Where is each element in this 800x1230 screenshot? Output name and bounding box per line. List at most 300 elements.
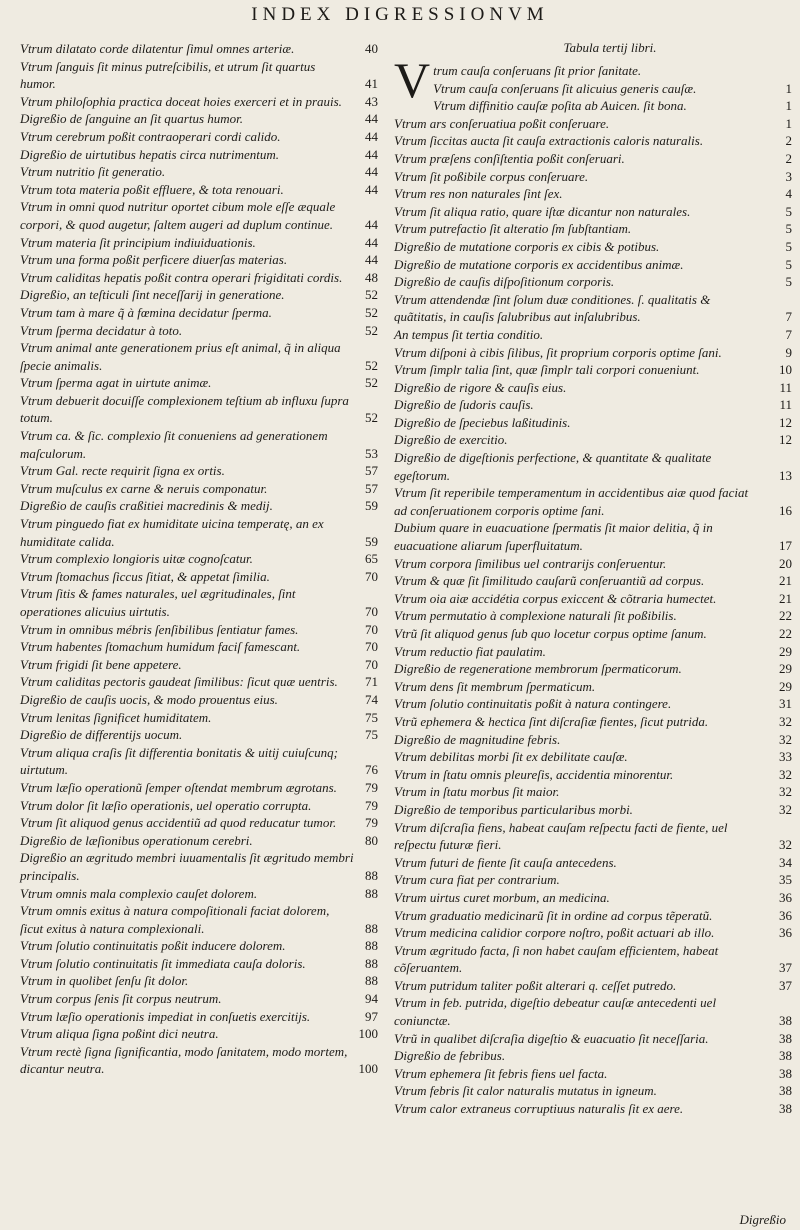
page-number: 70 [365, 621, 378, 637]
page-number: 88 [365, 867, 378, 883]
index-entry [394, 924, 792, 942]
index-entry [394, 519, 792, 554]
page-number: 57 [365, 463, 378, 479]
entry-text: Vtrum complexio longioris uitæ cognoſcatur. [20, 551, 253, 567]
index-entry [394, 942, 792, 977]
index-entry [394, 607, 792, 625]
page-number: 97 [365, 1008, 378, 1024]
index-entry [394, 871, 792, 889]
page-number: 38 [779, 1030, 792, 1046]
index-entry [394, 396, 792, 414]
index-entry [20, 832, 380, 850]
page-number: 32 [779, 837, 792, 853]
index-entry [20, 621, 380, 639]
index-entry [20, 885, 380, 903]
entry-text: Digreßio de febribus. [394, 1048, 506, 1064]
page-number: 22 [779, 608, 792, 624]
page-number: 5 [785, 274, 792, 290]
page-number: 11 [779, 397, 792, 413]
entry-text: Digreßio de cauſis uocis, & modo prouentus eius. [20, 691, 278, 707]
entry-text: Vtrum læſio operationis impediat in conſuetis exercitijs. [20, 1008, 311, 1024]
entry-text: Vtrum futuri de fiente ſit cauſa antecedens. [394, 854, 617, 870]
page-number: 36 [779, 925, 792, 941]
page-number: 70 [365, 604, 378, 619]
page-number: 7 [785, 326, 792, 342]
index-entry [394, 572, 792, 590]
index-entry [20, 709, 380, 727]
entry-text: Digreßio de læſionibus operationum cerebri. [20, 832, 253, 848]
entry-text: Vtrum febris ſit calor naturalis mutatus in igneum. [394, 1083, 657, 1099]
entry-text: Vtrum dilatato corde dilatentur ſimul omnes arteriæ. [20, 41, 295, 56]
entry-text: Vtrum in ſtatu omnis pleureſis, accidentia minorentur. [394, 766, 674, 782]
index-entry [394, 1082, 792, 1100]
entry-text: Vtrum putrefactio ſit alteratio ſm ſubſtantiam. [394, 221, 632, 237]
entry-text: trum cauſa conſeruans ſit prior ſanitate. [433, 63, 642, 78]
page-number: 70 [365, 568, 378, 584]
page-number: 40 [365, 41, 378, 56]
index-entry [394, 115, 792, 133]
entry-text: Vtrum oia aiæ accidétia corpus exiccent & cõtraria humectet. [394, 590, 717, 606]
entry-text: Vtrum debuerit docuiſſe complexionem teſtium ab influxu ſupra totum. [20, 392, 349, 426]
entry-text: Vtrum ſolutio continuitatis ſit immediata cauſa doloris. [20, 955, 306, 971]
index-entry [394, 1065, 792, 1083]
page-number: 17 [779, 538, 792, 554]
entry-text: Digreßio de regeneratione membrorum ſpermaticorum. [394, 661, 682, 677]
entry-text: Vtrum ſitis & fames naturales, uel ægritudinales, ſint operationes alicuius uirtutis. [20, 586, 296, 619]
entry-text: Vtrum putridum taliter poßit alterari q. ceſſet putredo. [394, 977, 677, 993]
entry-text: Vtrum ſiccitas aucta ſit cauſa extractionis caloris naturalis. [394, 133, 704, 149]
page-number: 5 [785, 238, 792, 254]
page-number: 75 [365, 727, 378, 743]
page-number: 37 [779, 977, 792, 993]
index-entry [20, 656, 380, 674]
index-entry [20, 58, 380, 93]
page-number: 32 [779, 766, 792, 782]
index-entry [20, 392, 380, 427]
index-entry [20, 251, 380, 269]
page-header: INDEX DIGRESSIONVM [251, 4, 549, 25]
index-entry [20, 181, 380, 199]
page-number: 12 [779, 414, 792, 430]
page-number: 57 [365, 480, 378, 496]
entry-text: Vtrum Gal. recte requirit ſigna ex ortis. [20, 463, 225, 479]
index-entry [20, 110, 380, 128]
index-entry [20, 990, 380, 1008]
entry-text: Vtrum ſolutio continuitatis poßit inducere dolorem. [20, 938, 286, 954]
index-entry [394, 185, 792, 203]
page-number: 29 [779, 643, 792, 659]
index-entry [20, 744, 380, 779]
page-number: 44 [365, 111, 378, 127]
index-entry [394, 326, 792, 344]
page-number: 20 [779, 555, 792, 571]
entry-text: Vtrum in ſtatu morbus ſit maior. [394, 784, 560, 800]
index-entry [20, 339, 380, 374]
index-entry [394, 291, 792, 326]
index-entry [394, 994, 792, 1029]
page-number: 71 [365, 674, 378, 690]
index-entry [394, 731, 792, 749]
index-entry [20, 234, 380, 252]
entry-text: Vtrum ſperma decidatur à toto. [20, 322, 183, 338]
entry-text: Vtrum aliqua ſigna poßint dici neutra. [20, 1026, 219, 1042]
page-number: 43 [365, 93, 378, 109]
entry-text: Vtrum in omni quod nutritur oportet cibum mole eſſe æquale corpori, & quod augetur, ſaltem augeri ad duplum continue. [20, 199, 336, 232]
entry-text: Vtrum reductio fiat paulatim. [394, 643, 546, 659]
index-entry [394, 273, 792, 291]
index-entry [394, 783, 792, 801]
page-number: 22 [779, 626, 792, 641]
entry-text: Vtrum præſens conſiſtentia poßit conſeruari. [394, 150, 625, 166]
page-number: 38 [779, 1013, 792, 1029]
page-number: 11 [779, 379, 792, 395]
entry-text: Vtrum ars conſeruatiua poßit conſeruare. [394, 115, 610, 131]
page-number: 52 [365, 357, 378, 373]
index-entry [394, 748, 792, 766]
index-entry [20, 163, 380, 181]
right-column [394, 40, 792, 1118]
index-entry [394, 80, 792, 98]
entry-text: Vtrum ſit poßibile corpus conſeruare. [394, 168, 589, 184]
page-number: 74 [365, 691, 378, 707]
page-number: 88 [365, 938, 378, 954]
index-entry [20, 286, 380, 304]
index-entry [20, 849, 380, 884]
page-number: 5 [785, 256, 792, 272]
index-entry [394, 414, 792, 432]
entry-text: Vtrum corpora ſimilibus uel contrarijs conſeruentur. [394, 555, 667, 571]
entry-text: Vtrum in quolibet ſenſu ſit dolor. [20, 973, 189, 989]
entry-text: Vtrũ ſit aliquod genus ſub quo locetur corpus optime ſanum. [394, 626, 707, 641]
page-number: 53 [365, 445, 378, 461]
index-entry [394, 660, 792, 678]
page-number: 65 [365, 551, 378, 567]
entry-text: Digreßio de differentijs uocum. [20, 727, 183, 743]
entry-text: Vtrum & quæ ſit ſimilitudo cauſarũ conſeruantiũ ad corpus. [394, 573, 705, 589]
index-entry [394, 977, 792, 995]
page-number: 32 [779, 801, 792, 817]
page-number: 31 [779, 696, 792, 712]
index-entry [394, 238, 792, 256]
entry-text: Digreßio de ſanguine an ſit quartus humor. [20, 111, 244, 127]
page-number: 88 [365, 973, 378, 989]
entry-text: Digreßio de mutatione corporis ex cibis & potibus. [394, 238, 660, 254]
page-number: 52 [365, 287, 378, 303]
page-number: 21 [779, 590, 792, 606]
entry-text: Vtrum uirtus curet morbum, an medicina. [394, 889, 610, 905]
index-entry [394, 590, 792, 608]
page-number: 38 [779, 1065, 792, 1081]
entry-text: Digreßio de uirtutibus hepatis circa nutrimentum. [20, 146, 280, 162]
page-number: 88 [365, 920, 378, 936]
page-number: 44 [365, 216, 378, 232]
page-number: 32 [779, 731, 792, 747]
index-entry [20, 691, 380, 709]
index-entry [20, 972, 380, 990]
page-number: 36 [779, 907, 792, 923]
entry-text: Vtrum graduatio medicinarũ ſit in ordine ad corpus tẽperatũ. [394, 907, 713, 923]
entry-text: Vtrum ſit aliqua ratio, quare iſtæ dicantur non naturales. [394, 203, 691, 219]
page-number: 12 [779, 432, 792, 448]
catchword: Digreßio [739, 1212, 786, 1227]
entry-text: Vtrum cerebrum poßit contraoperari cordi calido. [20, 128, 281, 144]
index-entry [394, 625, 792, 643]
entry-text: Vtrum permutatio à complexione naturali ſit poßibilis. [394, 608, 677, 624]
entry-text: Vtrum diſcraſia fiens, habeat cauſam reſpectu facti de fiente, uel reſpectu futuræ fieri. [394, 819, 728, 853]
drop-cap: V [394, 52, 431, 108]
entry-text: Vtrum caliditas pectoris gaudeat ſimilibus: ſicut quæ uentris. [20, 674, 338, 690]
index-entry [394, 203, 792, 221]
index-entry [20, 1025, 380, 1043]
entry-text: Vtrum læſio operationũ ſemper oſtendat membrum ægrotans. [20, 779, 337, 795]
entry-text: Vtrum muſculus ex carne & neruis componatur. [20, 480, 268, 496]
entry-text: Vtrum omnis exitus à natura compoſitionali faciat dolorem, ſicut exitus à natura complexionali. [20, 903, 330, 936]
entry-text: Dubium quare in euacuatione ſpermatis ſit maior delitia, q̃ in euacuatione aliarum ſuperfluitatum. [394, 520, 713, 554]
page-number: 76 [365, 762, 378, 778]
page-number: 7 [785, 309, 792, 325]
entry-text: Vtrum attendendæ ſint ſolum duæ conditiones. ſ. qualitatis & quãtitatis, in cauſis ſalubribus aut inſalubribus. [394, 291, 711, 325]
entry-text: Vtrum diſponi à cibis ſilibus, ſit proprium corporis optime ſani. [394, 344, 722, 360]
page-number: 38 [779, 1083, 792, 1099]
page-number: 79 [365, 815, 378, 831]
entry-text: Vtrum ca. & ſic. complexio ſit conueniens ad generationem maſculorum. [20, 428, 328, 461]
index-entry [394, 379, 792, 397]
index-entry [394, 907, 792, 925]
entry-text: Digreßio an ægritudo membri iuuamentalis ſit ægritudo membri principalis. [20, 850, 354, 883]
index-entry [20, 269, 380, 287]
page-number: 3 [785, 168, 792, 184]
page-number: 79 [365, 797, 378, 813]
index-entry [20, 374, 380, 392]
index-entry [394, 361, 792, 379]
entry-text: Vtrum in feb. putrida, digeſtio debeatur cauſæ antecedenti uel coniunctæ. [394, 995, 717, 1029]
entry-text: Vtrum lenitas ſignificet humiditatem. [20, 709, 212, 725]
page-number: 70 [365, 639, 378, 655]
page-number: 59 [365, 498, 378, 514]
page-number: 9 [785, 344, 792, 360]
page-number: 44 [365, 146, 378, 162]
entry-text: Digreßio de ſudoris cauſis. [394, 397, 534, 413]
index-entry [20, 322, 380, 340]
entry-text: Vtrum caliditas hepatis poßit contra operari frigiditati cordis. [20, 269, 343, 285]
page-number: 100 [358, 1026, 378, 1042]
entry-text: Vtrum philoſophia practica doceat hoies exerceri et in prauis. [20, 93, 342, 109]
entry-text: Vtrum cura fiat per contrarium. [394, 872, 560, 888]
entry-text: Vtrum frigidi ſit bene appetere. [20, 656, 182, 672]
page-number: 44 [365, 164, 378, 180]
entry-text: Digreßio de temporibus particularibus morbi. [394, 801, 633, 817]
section-title: Tabula tertij libri. [563, 40, 657, 55]
entry-text: Vtrum cauſa conſeruans ſit alicuius generis cauſæ. [433, 80, 697, 96]
page-number: 52 [365, 322, 378, 338]
index-entry [20, 480, 380, 498]
page-number: 79 [365, 779, 378, 795]
entry-text: Vtrum ægritudo facta, ſi non habet cauſam efficientem, habeat cõſeruantem. [394, 942, 719, 976]
index-entry [394, 220, 792, 238]
index-entry [20, 937, 380, 955]
index-entry [20, 902, 380, 937]
entry-text: Vtrum dens ſit membrum ſpermaticum. [394, 678, 596, 694]
page-number: 44 [365, 181, 378, 197]
index-entry [20, 93, 380, 111]
index-entry [394, 1030, 792, 1048]
index-entry [20, 726, 380, 744]
index-entry [394, 801, 792, 819]
page-number: 52 [365, 304, 378, 320]
page-number: 16 [779, 502, 792, 518]
index-entry [20, 550, 380, 568]
index-entry [20, 304, 380, 322]
page-number: 35 [779, 872, 792, 888]
entry-text: Vtrum debilitas morbi ſit ex debilitate cauſæ. [394, 749, 628, 765]
page-number: 70 [365, 656, 378, 672]
entry-text: Digreßio de mutatione corporis ex accidentibus animæ. [394, 256, 684, 272]
page-number: 80 [365, 832, 378, 848]
index-entry [20, 955, 380, 973]
index-entry [20, 497, 380, 515]
page-number: 37 [779, 960, 792, 976]
entry-text: Vtrum rectè ſigna ſignificantia, modo ſanitatem, modo mortem, dicantur neutra. [20, 1043, 348, 1077]
entry-text: Digreßio de magnitudine febris. [394, 731, 561, 747]
page-number: 33 [779, 749, 792, 765]
index-entry [394, 150, 792, 168]
index-entry [394, 256, 792, 274]
index-entry [394, 854, 792, 872]
entry-text: Vtrum diffinitio cauſæ poſita ab Auicen. ſit bona. [433, 98, 687, 114]
entry-text: Digreßio de rigore & cauſis eius. [394, 379, 567, 395]
index-entry [20, 673, 380, 691]
page-number: 34 [779, 854, 792, 870]
entry-text: Vtrum ſit reperibile temperamentum in accidentibus aiæ quod faciat ad conſeruationem corporis optime ſani. [394, 485, 749, 518]
page-number: 29 [779, 661, 792, 677]
page-number: 1 [785, 115, 792, 131]
page-number: 44 [365, 234, 378, 250]
page-number: 5 [785, 203, 792, 219]
page-number: 94 [365, 991, 378, 1007]
page-number: 52 [365, 375, 378, 391]
entry-text: Digreßio de cauſis diſpoſitionum corporis. [394, 274, 615, 290]
index-entry [394, 97, 792, 115]
entry-text: Vtrũ in qualibet diſcraſia digeſtio & euacuatio ſit neceſſaria. [394, 1030, 709, 1046]
index-entry [20, 146, 380, 164]
index-entry [20, 797, 380, 815]
index-entry [394, 695, 792, 713]
index-entry [394, 1100, 792, 1118]
index-entry [394, 344, 792, 362]
page-number: 1 [785, 80, 792, 96]
index-entry [20, 515, 380, 550]
page-number: 38 [779, 1101, 792, 1117]
entry-text: Vtrum materia ſit principium indiuiduationis. [20, 234, 256, 250]
entry-text: Vtrum animal ante generationem prius eſt animal, q̃ in aliqua ſpecie animalis. [20, 340, 341, 373]
index-entry [394, 1047, 792, 1065]
index-entry [20, 638, 380, 656]
index-entry [394, 555, 792, 573]
entry-text: Vtrum tota materia poßit effluere, & tota renouari. [20, 181, 284, 197]
entry-text: Vtrum habentes ſtomachum humidum faciſ famescant. [20, 639, 301, 655]
page-number: 5 [785, 221, 792, 237]
index-entry [394, 766, 792, 784]
index-entry [20, 40, 380, 58]
index-entry [394, 132, 792, 150]
index-entry [394, 643, 792, 661]
entry-text: Vtrum dolor ſit læſio operationis, uel operatio corrupta. [20, 797, 312, 813]
page-number: 10 [779, 362, 792, 378]
entry-text: Digreßio de ſpeciebus laßitudinis. [394, 414, 571, 430]
page-number: 38 [779, 1048, 792, 1064]
page-number: 59 [365, 533, 378, 549]
index-entry [394, 819, 792, 854]
page-number: 21 [779, 573, 792, 589]
entry-text: Vtrum medicina calidior corpore noſtro, poßit actuari ab illo. [394, 925, 715, 941]
page-number: 48 [365, 269, 378, 285]
index-entry [20, 814, 380, 832]
page-number: 88 [365, 955, 378, 971]
page-number: 44 [365, 128, 378, 144]
page-number: 100 [358, 1061, 378, 1077]
entry-text: Vtrum ſperma agat in uirtute animæ. [20, 375, 212, 391]
entry-text: Vtrum ephemera ſit febris fiens uel facta. [394, 1065, 608, 1081]
index-entry [20, 585, 380, 620]
entry-text: Vtrum calor extraneus corruptiuus naturalis ſit ex aere. [394, 1101, 684, 1117]
index-entry [20, 427, 380, 462]
entry-text: Vtrum nutritio ſit generatio. [20, 164, 166, 180]
left-column [20, 40, 380, 1078]
entry-text: Vtrum ſanguis ſit minus putreſcibilis, et utrum ſit quartus humor. [20, 58, 316, 92]
index-entry [394, 449, 792, 484]
entry-text: Digreßio de cauſis craßitiei macredinis & medij. [20, 498, 273, 514]
page-number: 4 [785, 186, 792, 202]
index-entry [20, 198, 380, 233]
page-number: 2 [785, 150, 792, 166]
index-entry [394, 431, 792, 449]
index-entry [394, 678, 792, 696]
entry-text: Vtrum omnis mala complexio cauſet dolorem. [20, 885, 258, 901]
entry-text: Digreßio de exercitio. [394, 432, 508, 448]
page-number: 88 [365, 885, 378, 901]
page-number: 29 [779, 678, 792, 694]
page-number: 13 [779, 467, 792, 483]
entry-text: Vtrum ſolutio continuitatis poßit à natura contingere. [394, 696, 672, 712]
index-entry [20, 1008, 380, 1026]
entry-text: Vtrum res non naturales ſint ſex. [394, 186, 563, 202]
page-number: 44 [365, 252, 378, 268]
index-entry [20, 462, 380, 480]
entry-text: Vtrum in omnibus mébris ſenſibilibus ſentiatur fames. [20, 621, 299, 637]
index-entry [394, 713, 792, 731]
index-entry [394, 484, 792, 519]
entry-text: Digreßio de digeſtionis perfectione, & quantitate & qualitate egeſtorum. [394, 450, 712, 483]
entry-text: Vtrum corpus ſenis ſit corpus neutrum. [20, 991, 222, 1007]
entry-text: Vtrum una forma poßit perficere diuerſas materias. [20, 252, 288, 268]
page-number: 32 [779, 713, 792, 729]
entry-text: Vtrum tam à mare q̃ à fœmina decidatur ſperma. [20, 304, 272, 320]
page-number: 36 [779, 889, 792, 905]
entry-text: Vtrum ſtomachus ſiccus ſitiat, & appetat ſimilia. [20, 568, 270, 584]
page-number: 1 [785, 98, 792, 114]
entry-text: Vtrum ſimplr talia ſint, quæ ſimplr tali corpori conueniunt. [394, 362, 700, 378]
entry-text: Digreßio, an teſticuli ſint neceſſarij in generatione. [20, 287, 285, 303]
page-number: 32 [779, 784, 792, 800]
page-number: 41 [365, 76, 378, 92]
page-number: 75 [365, 709, 378, 725]
page-number: 52 [365, 410, 378, 426]
entry-text: Vtrum pinguedo fiat ex humiditate uicina temperatę, an ex humiditate calida. [20, 516, 324, 549]
entry-text: Vtrũ ephemera & hectica ſint diſcraſiæ fientes, ſicut putrida. [394, 713, 709, 729]
index-entry [20, 1043, 380, 1078]
index-entry [394, 889, 792, 907]
index-entry [20, 128, 380, 146]
